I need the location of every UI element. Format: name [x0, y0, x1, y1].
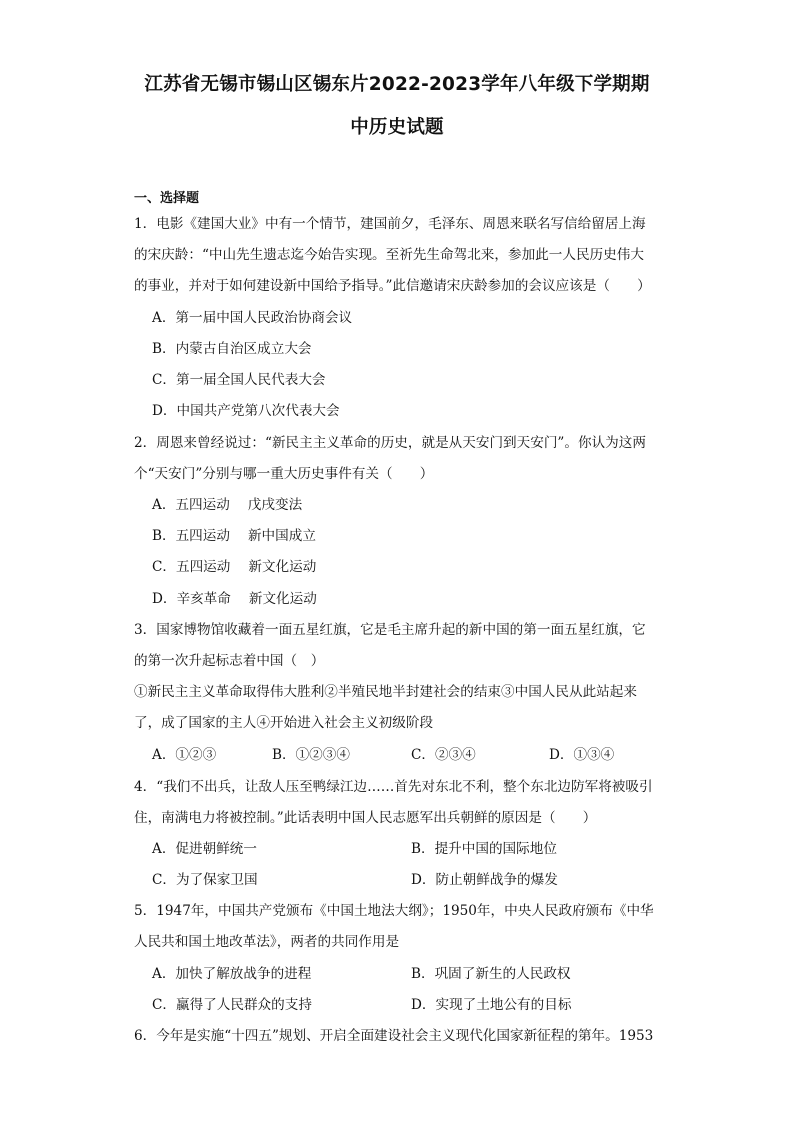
question-1-option-d: D．中国共产党第八次代表大会: [152, 403, 340, 419]
question-2-line-2: 个“天安门”分别与哪一重大历史事件有关（ ）: [134, 466, 434, 482]
option-label: B．五四运动: [152, 528, 230, 544]
question-4-line-1: 4．“我们不出兵，让敌人压至鸭绿江边……首先对东北不利，整个东北边防军将被吸引: [134, 779, 653, 795]
question-5-line-2: 人民共和国土地改革法》，两者的共同作用是: [134, 934, 400, 950]
question-1-line-3: 的事业，并对于如何建设新中国给予指导。”此信邀请宋庆龄参加的会议应该是（ ）: [134, 278, 651, 294]
question-3-option-d: D．①③④: [549, 747, 615, 763]
question-2-option-c: [152, 555, 316, 575]
page-title-continued: 中历史试题: [350, 117, 444, 138]
option-label: C．五四运动: [152, 559, 231, 575]
question-3-line-1: 3．国家博物馆收藏着一面五星红旗，它是毛主席升起的新中国的第一面五星红旗，它: [134, 622, 646, 638]
option-label: A．五四运动: [152, 497, 230, 513]
question-5-option-b: B．巩固了新生的人民政权: [411, 966, 571, 982]
question-5-line-1: 5．1947年，中国共产党颁布《中国土地法大纲》；1950年，中央人民政府颁布《中华: [134, 903, 654, 919]
option-value: 新文化运动: [248, 591, 317, 607]
question-1-option-c: C．第一届全国人民代表大会: [152, 372, 326, 388]
question-1-option-b: B．内蒙古自治区成立大会: [152, 341, 312, 357]
section-heading: 一、选择题: [134, 191, 200, 206]
question-3-line-4: 了，成了国家的主人④开始进入社会主义初级阶段: [134, 715, 434, 731]
question-5-option-a: A．加快了解放战争的进程: [152, 966, 312, 982]
option-value: 新文化运动: [248, 559, 317, 575]
question-2-line-1: 2．周恩来曾经说过：“新民主主义革命的历史，就是从天安门到天安门”。你认为这两: [134, 435, 646, 451]
question-1-line-2: 的宋庆龄：“中山先生遗志迄今始告实现。至祈先生命驾北来，参加此一人民历史伟大: [134, 247, 644, 263]
question-4-option-a: A．促进朝鲜统一: [152, 841, 257, 857]
option-value: 戊戌变法: [247, 497, 303, 513]
question-3-option-c: C．②③④: [411, 747, 476, 763]
question-4-option-d: D．防止朝鲜战争的爆发: [411, 872, 558, 888]
question-2-option-d: [152, 587, 317, 607]
question-3-option-a: A．①②③: [152, 747, 217, 763]
question-3-line-3: ①新民主主义革命取得伟大胜利②半殖民地半封建社会的结束③中国人民从此站起来: [134, 684, 637, 700]
option-value: 新中国成立: [247, 528, 316, 544]
option-label: D．辛亥革命: [152, 591, 231, 607]
question-1-line-1: 1．电影《建国大业》中有一个情节，建国前夕，毛泽东、周恩来联名写信给留居上海: [134, 216, 646, 232]
question-4-option-c: C．为了保家卫国: [152, 872, 258, 888]
question-4-option-b: B．提升中国的国际地位: [411, 841, 557, 857]
question-5-option-c: C．赢得了人民群众的支持: [152, 997, 312, 1013]
question-2-option-a: [152, 493, 302, 513]
question-6-line-1: 6．今年是实施“十四五”规划、开启全面建设社会主义现代化国家新征程的第年。1953: [134, 1028, 654, 1044]
question-2-option-b: [152, 524, 316, 544]
question-3-line-2: 的第一次升起标志着中国（ ）: [134, 653, 325, 669]
question-3-option-b: B．①②③④: [272, 747, 350, 763]
question-5-option-d: D．实现了土地公有的目标: [411, 997, 572, 1013]
question-4-line-2: 住，南满电力将被控制。”此话表明中国人民志愿军出兵朝鲜的原因是（ ）: [134, 810, 597, 826]
question-1-option-a: A．第一届中国人民政治协商会议: [152, 310, 353, 326]
page-title: 江苏省无锡市锡山区锡东片2022-2023学年八年级下学期期: [144, 74, 650, 95]
